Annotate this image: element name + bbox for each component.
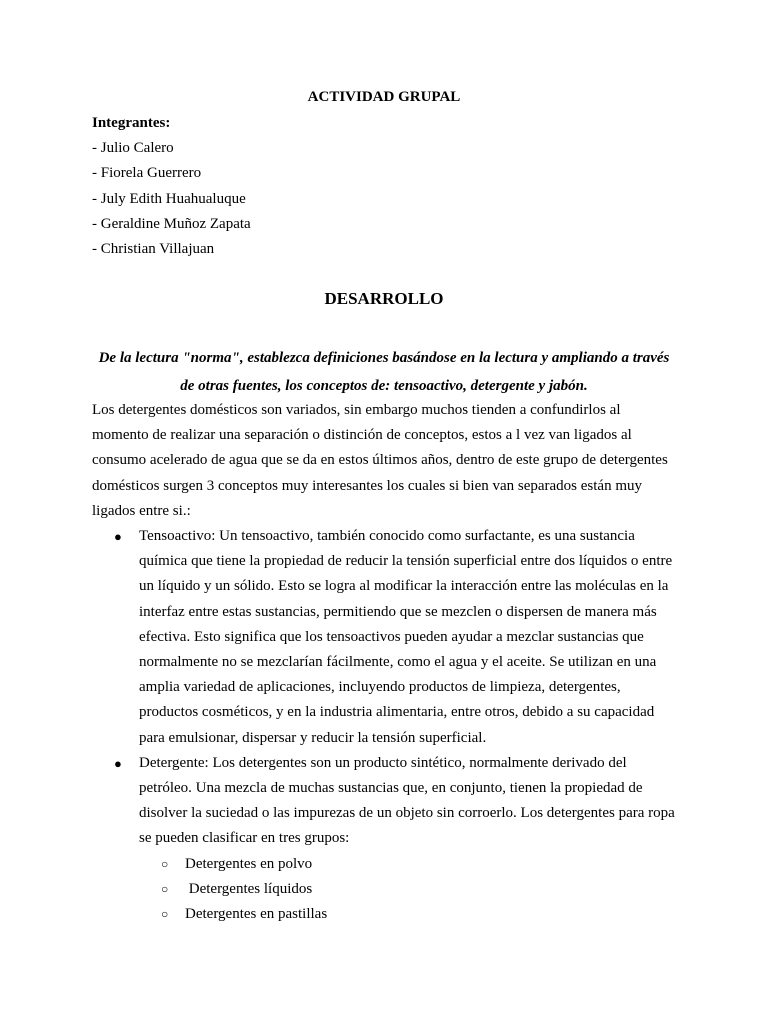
sub-bullet-text: Detergentes líquidos [185,880,313,897]
member-item: - Fiorela Guerrero [92,165,202,182]
circle-bullet-icon: ○ [161,907,169,922]
sub-bullet-text: Detergentes en pastillas [185,906,328,923]
member-item: - Geraldine Muñoz Zapata [92,215,251,232]
bullet-item-tensoactivo [92,524,676,751]
bullet-item-detergente [92,751,676,927]
member-item: - Julio Calero [92,140,174,157]
member-item: - July Edith Huahualuque [92,190,246,207]
sub-bullet-item [139,902,676,927]
body-text [92,398,676,927]
bullet-list [92,524,676,927]
circle-bullet-icon: ○ [161,881,169,896]
sub-bullet-text: Detergentes en polvo [185,855,313,872]
circle-bullet-icon: ○ [161,856,169,871]
question-heading: De la lectura "norma", establezca definiciones basándose en la lectura y ampliando a través de otras fuentes, los conceptos de: tensoactivo, detergente y jabón. [98,350,670,394]
section-title: DESARROLLO [324,289,444,308]
document-title: ACTIVIDAD GRUPAL [307,89,461,105]
bullet-icon: ● [114,529,122,545]
members-label: Integrantes: [92,115,171,131]
sub-bullet-list [139,852,676,928]
bullet-text: Tensoactivo: Un tensoactivo, también conocido como surfactante, es una sustancia química que tiene la propiedad de reducir la tensión superficial entre dos líquidos o entre un líquido y un sólido. Esto se logra al modificar la interacción entre las moléculas en la interfaz entre estas sustancias, permitiendo que se mezclen o dispersen de manera más efectiva. Esto significa que los tensoactivos pueden ayudar a mezclar sustancias que normalmente no se mezclarían fácilmente, como el agua y el aceite. Se utilizan en una amplia variedad de aplicaciones, incluyendo productos de limpieza, detergentes, productos cosméticos, y en la industria alimentaria, entre otros, debido a su capacidad para emulsionar, dispersar y reducir la tensión superficial. [139,528,673,746]
sub-bullet-item [139,877,676,902]
members-block [92,111,692,262]
intro-paragraph: Los detergentes domésticos son variados, sin embargo muchos tienden a confundirlos al momento de realizar una separación o distinción de conceptos, estos a l vez van ligados al consumo acelerado de agua que se da en estos últimos años, dentro de este grupo de detergentes domésticos surgen 3 conceptos muy interesantes los cuales si bien van separados están muy ligados entre si.: [92,402,668,519]
sub-bullet-item [139,852,676,877]
member-item: - Christian Villajuan [92,241,215,258]
bullet-text: Detergente: Los detergentes son un producto sintético, normalmente derivado del petróleo. Una mezcla de muchas sustancias que, en conjunto, tienen la propiedad de disolver la suciedad o las impurezas de un objeto sin corroerlo. Los detergentes para ropa se pueden clasificar en tres grupos: [139,754,675,847]
bullet-icon: ● [114,755,122,771]
